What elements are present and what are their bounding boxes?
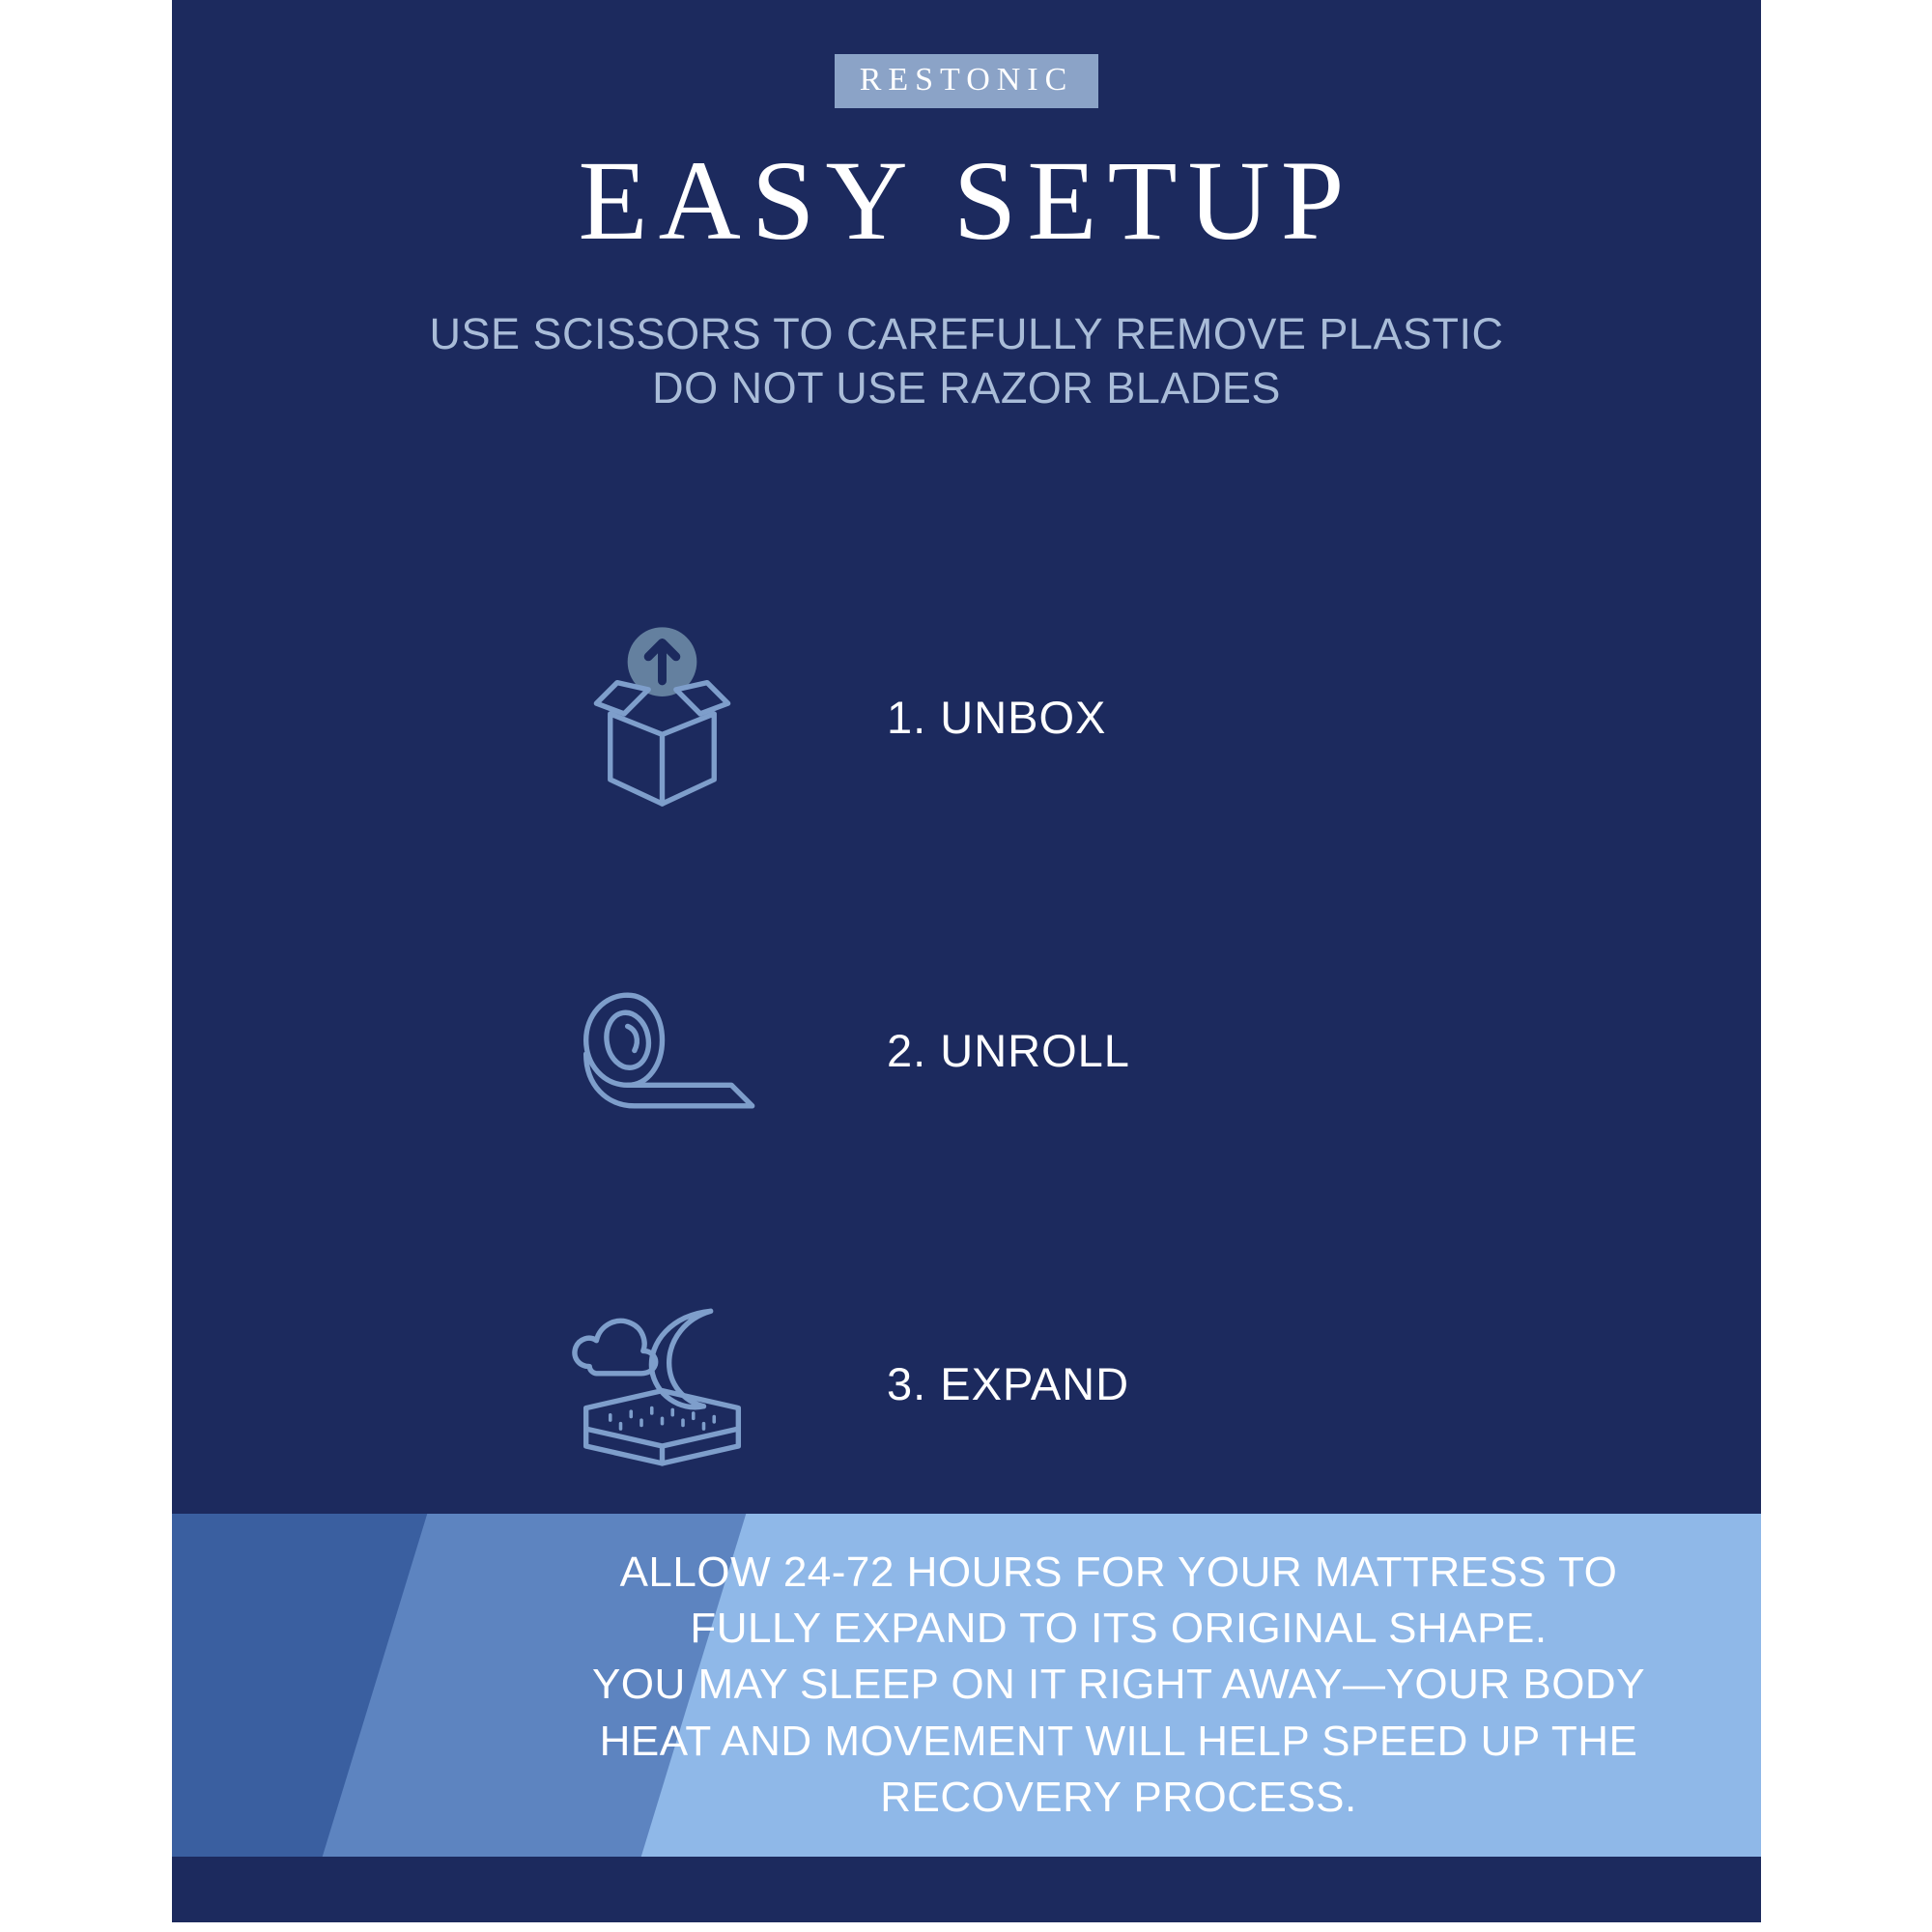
subtitle-line-1: USE SCISSORS TO CAREFULLY REMOVE PLASTIC (429, 309, 1504, 358)
step-label-unroll: 2. UNROLL (887, 1025, 1130, 1076)
band-line-5: RECOVERY PROCESS. (880, 1773, 1357, 1821)
step-label-unbox: 1. UNBOX (887, 692, 1107, 743)
brand-logo (172, 54, 1761, 108)
page-subtitle (172, 307, 1761, 416)
band-line-1: ALLOW 24-72 HOURS FOR YOUR MATTRESS TO (619, 1548, 1618, 1597)
poster-footer-strip (172, 1857, 1761, 1922)
mattress-moon-cloud-icon (558, 1280, 766, 1488)
footer-band-text (476, 1514, 1761, 1857)
logo-badge (835, 54, 1099, 108)
poster (172, 0, 1761, 1922)
footer-band (172, 1514, 1761, 1857)
logo-text: RESTONIC (859, 62, 1074, 98)
step-label-expand: 3. EXPAND (887, 1358, 1130, 1409)
subtitle-line-2: DO NOT USE RAZOR BLADES (652, 363, 1281, 413)
band-line-3: YOU MAY SLEEP ON IT RIGHT AWAY—YOUR BODY (591, 1661, 1646, 1709)
steps-list (172, 551, 1761, 1550)
step-item-unbox (172, 551, 1761, 884)
page-title: EASY SETUP (578, 137, 1355, 264)
step-item-expand (172, 1217, 1761, 1550)
band-line-2: FULLY EXPAND TO ITS ORIGINAL SHAPE. (690, 1605, 1548, 1653)
rolled-mattress-icon (558, 947, 766, 1154)
band-line-4: HEAT AND MOVEMENT WILL HELP SPEED UP THE (599, 1717, 1638, 1765)
open-box-up-arrow-icon (558, 613, 766, 821)
step-item-unroll (172, 884, 1761, 1217)
